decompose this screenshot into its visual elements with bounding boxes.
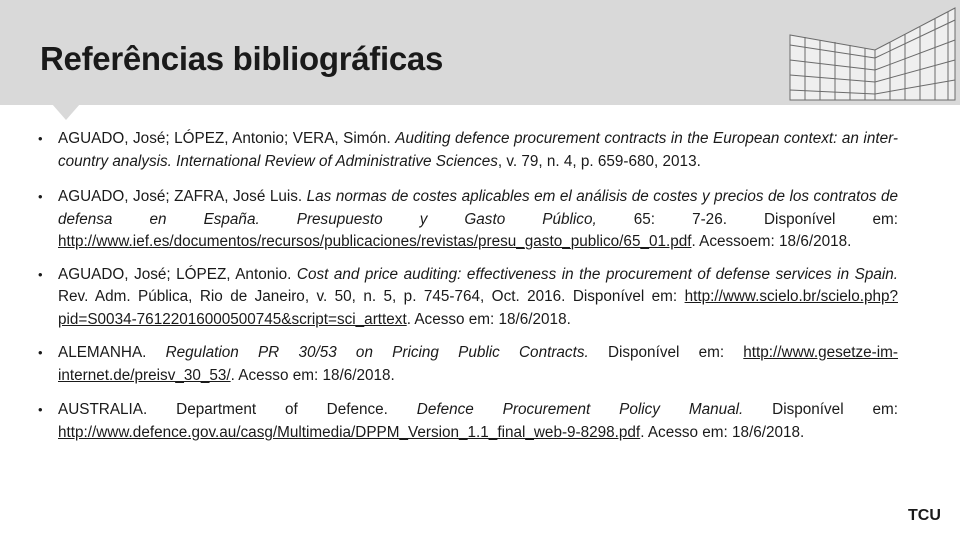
reference-access: . Acesso em: 18/6/2018. xyxy=(230,366,395,384)
reference-link[interactable]: http://www.scielo.br/scielo.php?pid=S0034-76122016000500745&script=sci_arttext xyxy=(58,288,898,328)
reference-title: Auditing defence procurement contracts in the European context: an inter-country analysis. International Review of Administrative Sciences xyxy=(58,130,898,170)
reference-details: , v. 79, n. 4, p. 659-680, 2013. xyxy=(497,152,701,170)
reference-title: Cost and price auditing: effectiveness in the procurement of defense services in Spain. xyxy=(296,265,898,283)
reference-access: . Acessoem: 18/6/2018. xyxy=(691,233,852,250)
reference-item xyxy=(38,186,898,254)
reference-details: 65: 7-26. Disponível em: xyxy=(596,210,898,228)
page-title: Referências bibliográficas xyxy=(40,40,444,77)
bullet-icon: • xyxy=(38,266,43,282)
reference-link[interactable]: http://www.ief.es/documentos/recursos/publicaciones/revistas/presu_gasto_publico/65_01.pdf xyxy=(58,233,692,250)
reference-details: Disponível em: xyxy=(743,401,898,418)
bullet-icon: • xyxy=(38,345,43,360)
reference-details: Rev. Adm. Pública, Rio de Janeiro, v. 50, n. 5, p. 745-764, Oct. 2016. Disponível em: xyxy=(58,288,685,305)
reference-access: . Acesso em: 18/6/2018. xyxy=(406,310,571,328)
reference-item xyxy=(38,264,898,332)
tcu-logo xyxy=(908,503,948,525)
bullet-icon: • xyxy=(38,131,43,146)
reference-list xyxy=(38,128,898,457)
building-illustration xyxy=(780,0,960,110)
header-pointer xyxy=(52,104,80,120)
tcu-logo-text: TCU xyxy=(908,507,941,524)
bullet-icon: • xyxy=(38,189,43,204)
reference-title: Regulation PR 30/53 on Pricing Public Contracts. xyxy=(165,344,589,361)
reference-link[interactable]: http://www.gesetze-im-internet.de/preisv_30_53/ xyxy=(58,344,899,384)
reference-authors: ALEMANHA. xyxy=(58,344,147,361)
reference-item xyxy=(38,128,898,173)
bullet-icon: • xyxy=(38,402,43,417)
reference-authors: AGUADO, José; ZAFRA, José Luis. xyxy=(58,188,303,205)
reference-item xyxy=(38,342,898,387)
reference-authors: AGUADO, José; LÓPEZ, Antonio. xyxy=(58,265,292,283)
reference-details: Disponível em: xyxy=(588,344,744,361)
reference-title: Las normas de costes aplicables em el análisis de costes y precios de los contratos de defensa en España. Presupuesto y Gasto Público, xyxy=(58,188,898,228)
reference-item xyxy=(38,399,898,444)
reference-authors: AUSTRALIA. Department of Defence. xyxy=(58,401,388,418)
reference-title: Defence Procurement Policy Manual. xyxy=(416,401,744,418)
reference-access: . Acesso em: 18/6/2018. xyxy=(640,423,805,441)
reference-authors: AGUADO, José; LÓPEZ, Antonio; VERA, Simón. xyxy=(58,130,391,147)
reference-link[interactable]: http://www.defence.gov.au/casg/Multimedia/DPPM_Version_1.1_final_web-9-8298.pdf xyxy=(58,423,641,441)
